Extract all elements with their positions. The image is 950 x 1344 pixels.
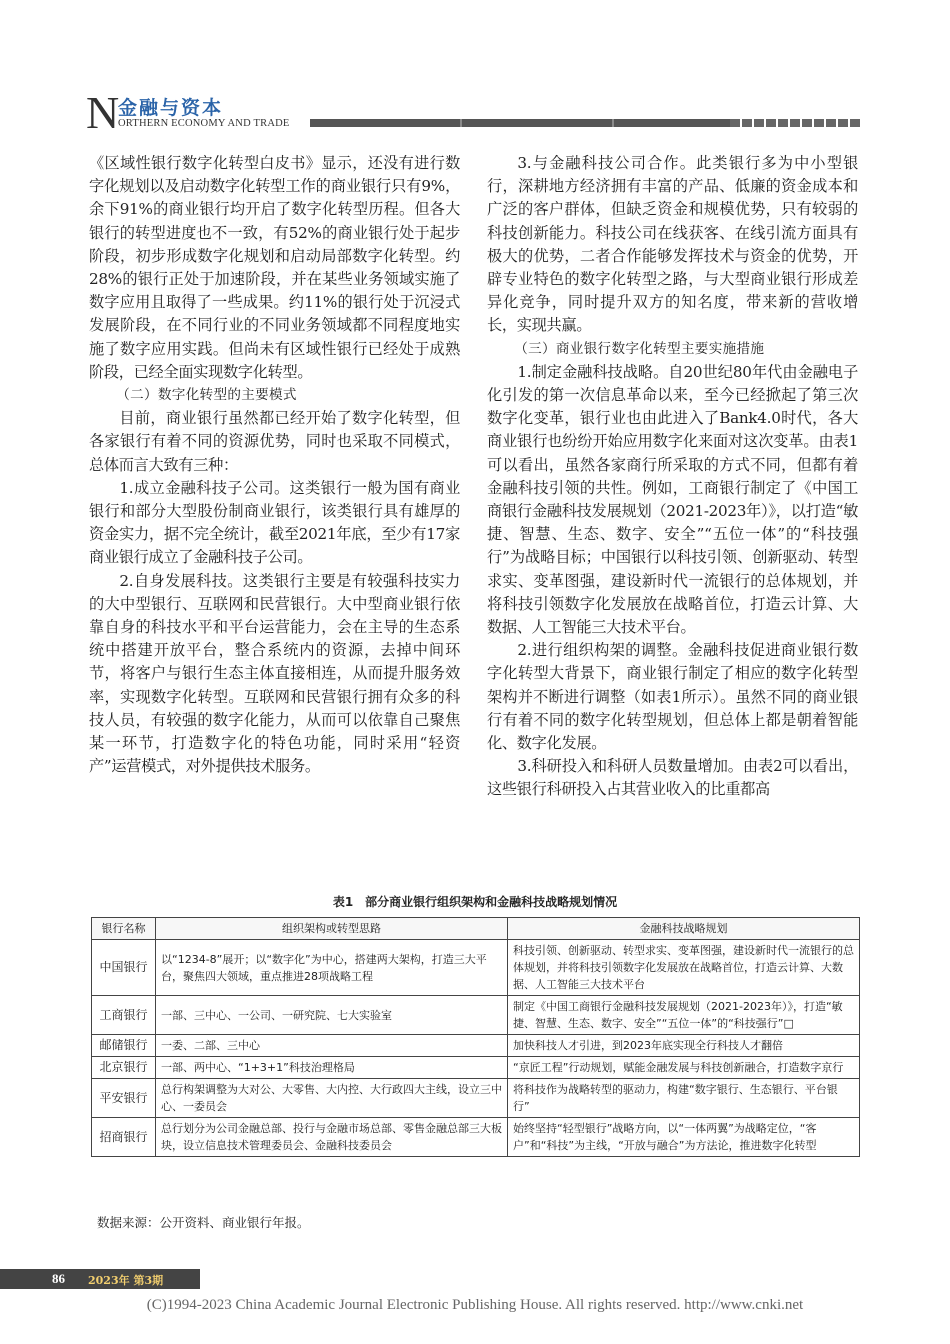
- table-row: [92, 1057, 860, 1079]
- header-logo-letter: N: [86, 87, 120, 138]
- paragraph: 2.进行组织构架的调整。金融科技促进商业银行数字化转型大背景下，商业银行制定了相应的数字化转型架构并不断进行调整（如表1所示）。虽然不同的商业银行有着不同的数字化转型规划，但总体上都是朝着智能化、数字化发展。: [487, 641, 858, 753]
- table-source-note: 数据来源：公开资料、商业银行年报。: [97, 1215, 310, 1230]
- strategy-cell: 加快科技人才引进，到2023年底实现全行科技人才翻倍: [508, 1035, 860, 1057]
- strategy-cell: “京匠工程”行动规划，赋能金融发展与科技创新融合，打造数字京行: [508, 1057, 860, 1079]
- architecture-cell: 总行构架调整为大对公、大零售、大内控、大行政四大主线，设立三中心、一委员会: [156, 1079, 508, 1118]
- journal-subtitle: ORTHERN ECONOMY AND TRADE: [118, 118, 290, 129]
- bank-name-cell: 工商银行: [92, 996, 156, 1035]
- section-heading: （二）数字化转型的主要模式: [116, 387, 297, 404]
- table-row: [92, 940, 860, 996]
- paragraph: 3.科研投入和科研人员数量增加。由表2可以看出，这些银行科研投入占其营业收入的比重都高: [487, 757, 858, 799]
- strategy-cell: 始终坚持“轻型银行”战略方向，以“一体两翼”为战略定位，“客户”和“科技”为主线，“开放与融合”为方法论，推进数字化转型: [508, 1118, 860, 1157]
- page-number: 86: [52, 1271, 65, 1286]
- copyright-line: (C)1994-2023 China Academic Journal Electronic Publishing House. All rights reserved. http://www.cnki.net: [146, 1297, 804, 1313]
- bank-name-cell: 北京银行: [92, 1057, 156, 1079]
- right-column: [487, 152, 858, 802]
- column-header: 银行名称: [92, 918, 156, 940]
- paragraph: 目前，商业银行虽然都已经开始了数字化转型，但各家银行有着不同的资源优势，同时也采取不同模式，总体而言大致有三种：: [89, 409, 460, 474]
- bank-strategy-table: [91, 917, 860, 1157]
- section-heading: （三）商业银行数字化转型主要实施措施: [514, 340, 765, 357]
- paragraph: 2.自身发展科技。这类银行主要是有较强科技实力的大中型银行、互联网和民营银行。大中型商业银行依靠自身的科技水平和平台运营能力，会在主导的生态系统中搭建开放平台，整合系统内的资源，去掉中间环节，将客户与银行生态主体直接相连，从而提升服务效率，实现数字化转型。互联网和民营银行拥有众多的科技人员，有较强的数字化能力，从而可以依靠自己聚焦某一环节，打造数字化的特色功能，同时采用“轻资产”运营模式，对外提供技术服务。: [89, 571, 460, 776]
- architecture-cell: 以“1234-8”展开；以“数字化”为中心，搭建两大架构，打造三大平台，聚焦四大领域，重点推进28项战略工程: [156, 940, 508, 996]
- journal-section-title: 金融与资本: [118, 97, 224, 119]
- paragraph: 《区域性银行数字化转型白皮书》显示，还没有进行数字化规划以及启动数字化转型工作的商业银行只有9%，余下91%的商业银行均开启了数字化转型历程。但各大银行的转型进度也不一致，有52%的商业银行处于起步阶段，初步形成数字化规划和启动局部数字化转型。约28%的银行正处于加速阶段，并在某些业务领域实施了数字应用且取得了一些成果。约11%的银行处于沉浸式发展阶段，在不同行业的不同业务领域都不同程度地实施了数字应用实践。但尚未有区域性银行已经处于成熟阶段，已经全面实现数字化转型。: [89, 154, 460, 381]
- column-header: 金融科技战略规划: [508, 918, 860, 940]
- table-row: [92, 1035, 860, 1057]
- table-row: [92, 1118, 860, 1157]
- bank-name-cell: 平安银行: [92, 1079, 156, 1118]
- table-row: [92, 1079, 860, 1118]
- architecture-cell: 一部、三中心、一公司、一研究院、七大实验室: [156, 996, 508, 1035]
- bank-name-cell: 招商银行: [92, 1118, 156, 1157]
- strategy-cell: 制定《中国工商银行金融科技发展规划（2021-2023年）》，打造“敏捷、智慧、生态、数字、安全”“五位一体”的“科技强行”□: [508, 996, 860, 1035]
- left-column: [89, 152, 460, 778]
- issue-label: 2023年 第3期: [88, 1274, 164, 1287]
- architecture-cell: 一委、二部、三中心: [156, 1035, 508, 1057]
- architecture-cell: 总行划分为公司金融总部、投行与金融市场总部、零售金融总部三大板块，设立信息技术管理委员会、金融科技委员会: [156, 1118, 508, 1157]
- bank-name-cell: 邮储银行: [92, 1035, 156, 1057]
- header-rule: [310, 119, 860, 127]
- column-header: 组织架构或转型思路: [156, 918, 508, 940]
- bank-name-cell: 中国银行: [92, 940, 156, 996]
- strategy-cell: 将科技作为战略转型的驱动力，构建“数字银行、生态银行、平台银行”: [508, 1079, 860, 1118]
- strategy-cell: 科技引领、创新驱动、转型求实、变革图强，建设新时代一流银行的总体规划，并将科技引领数字化发展放在战略首位，打造云计算、大数据、人工智能三大技术平台: [508, 940, 860, 996]
- table-header-row: [92, 918, 860, 940]
- paragraph: 3.与金融科技公司合作。此类银行多为中小型银行，深耕地方经济拥有丰富的产品、低廉的资金成本和广泛的客户群体，但缺乏资金和规模优势，只有较弱的科技创新能力。科技公司在线获客、在线引流方面具有极大的优势，二者合作能够发挥技术与资金的优势，开辟专业特色的数字化转型之路，与大型商业银行形成差异化竞争，同时提升双方的知名度，带来新的营收增长，实现共赢。: [487, 154, 858, 335]
- paragraph: 1.成立金融科技子公司。这类银行一般为国有商业银行和部分大型股份制商业银行，该类银行具有雄厚的资金实力，据不完全统计，截至2021年底，至少有17家商业银行成立了金融科技子公司。: [89, 478, 460, 567]
- paragraph: 1.制定金融科技战略。自20世纪80年代由金融电子化引发的第一次信息革命以来，至今已经掀起了第三次数字化变革，银行业也由此进入了Bank4.0时代，各大商业银行也纷纷开始应用数字化来面对这次变革。由表1可以看出，虽然各家商行所采取的方式不同，但都有着金融科技引领的共性。例如，工商银行制定了《中国工商银行金融科技发展规划（2021-2023年）》，以打造“敏捷、智慧、生态、数字、安全”“五位一体”的“科技强行”为战略目标；中国银行以科技引领、创新驱动、转型求实、变革图强，建设新时代一流银行的总体规划，并将科技引领数字化发展放在战略首位，打造云计算、大数据、人工智能三大技术平台。: [487, 362, 858, 637]
- table-caption: 表1 部分商业银行组织架构和金融科技战略规划情况: [332, 895, 618, 909]
- architecture-cell: 一部、两中心、“1+3+1”科技治理格局: [156, 1057, 508, 1079]
- table-row: [92, 996, 860, 1035]
